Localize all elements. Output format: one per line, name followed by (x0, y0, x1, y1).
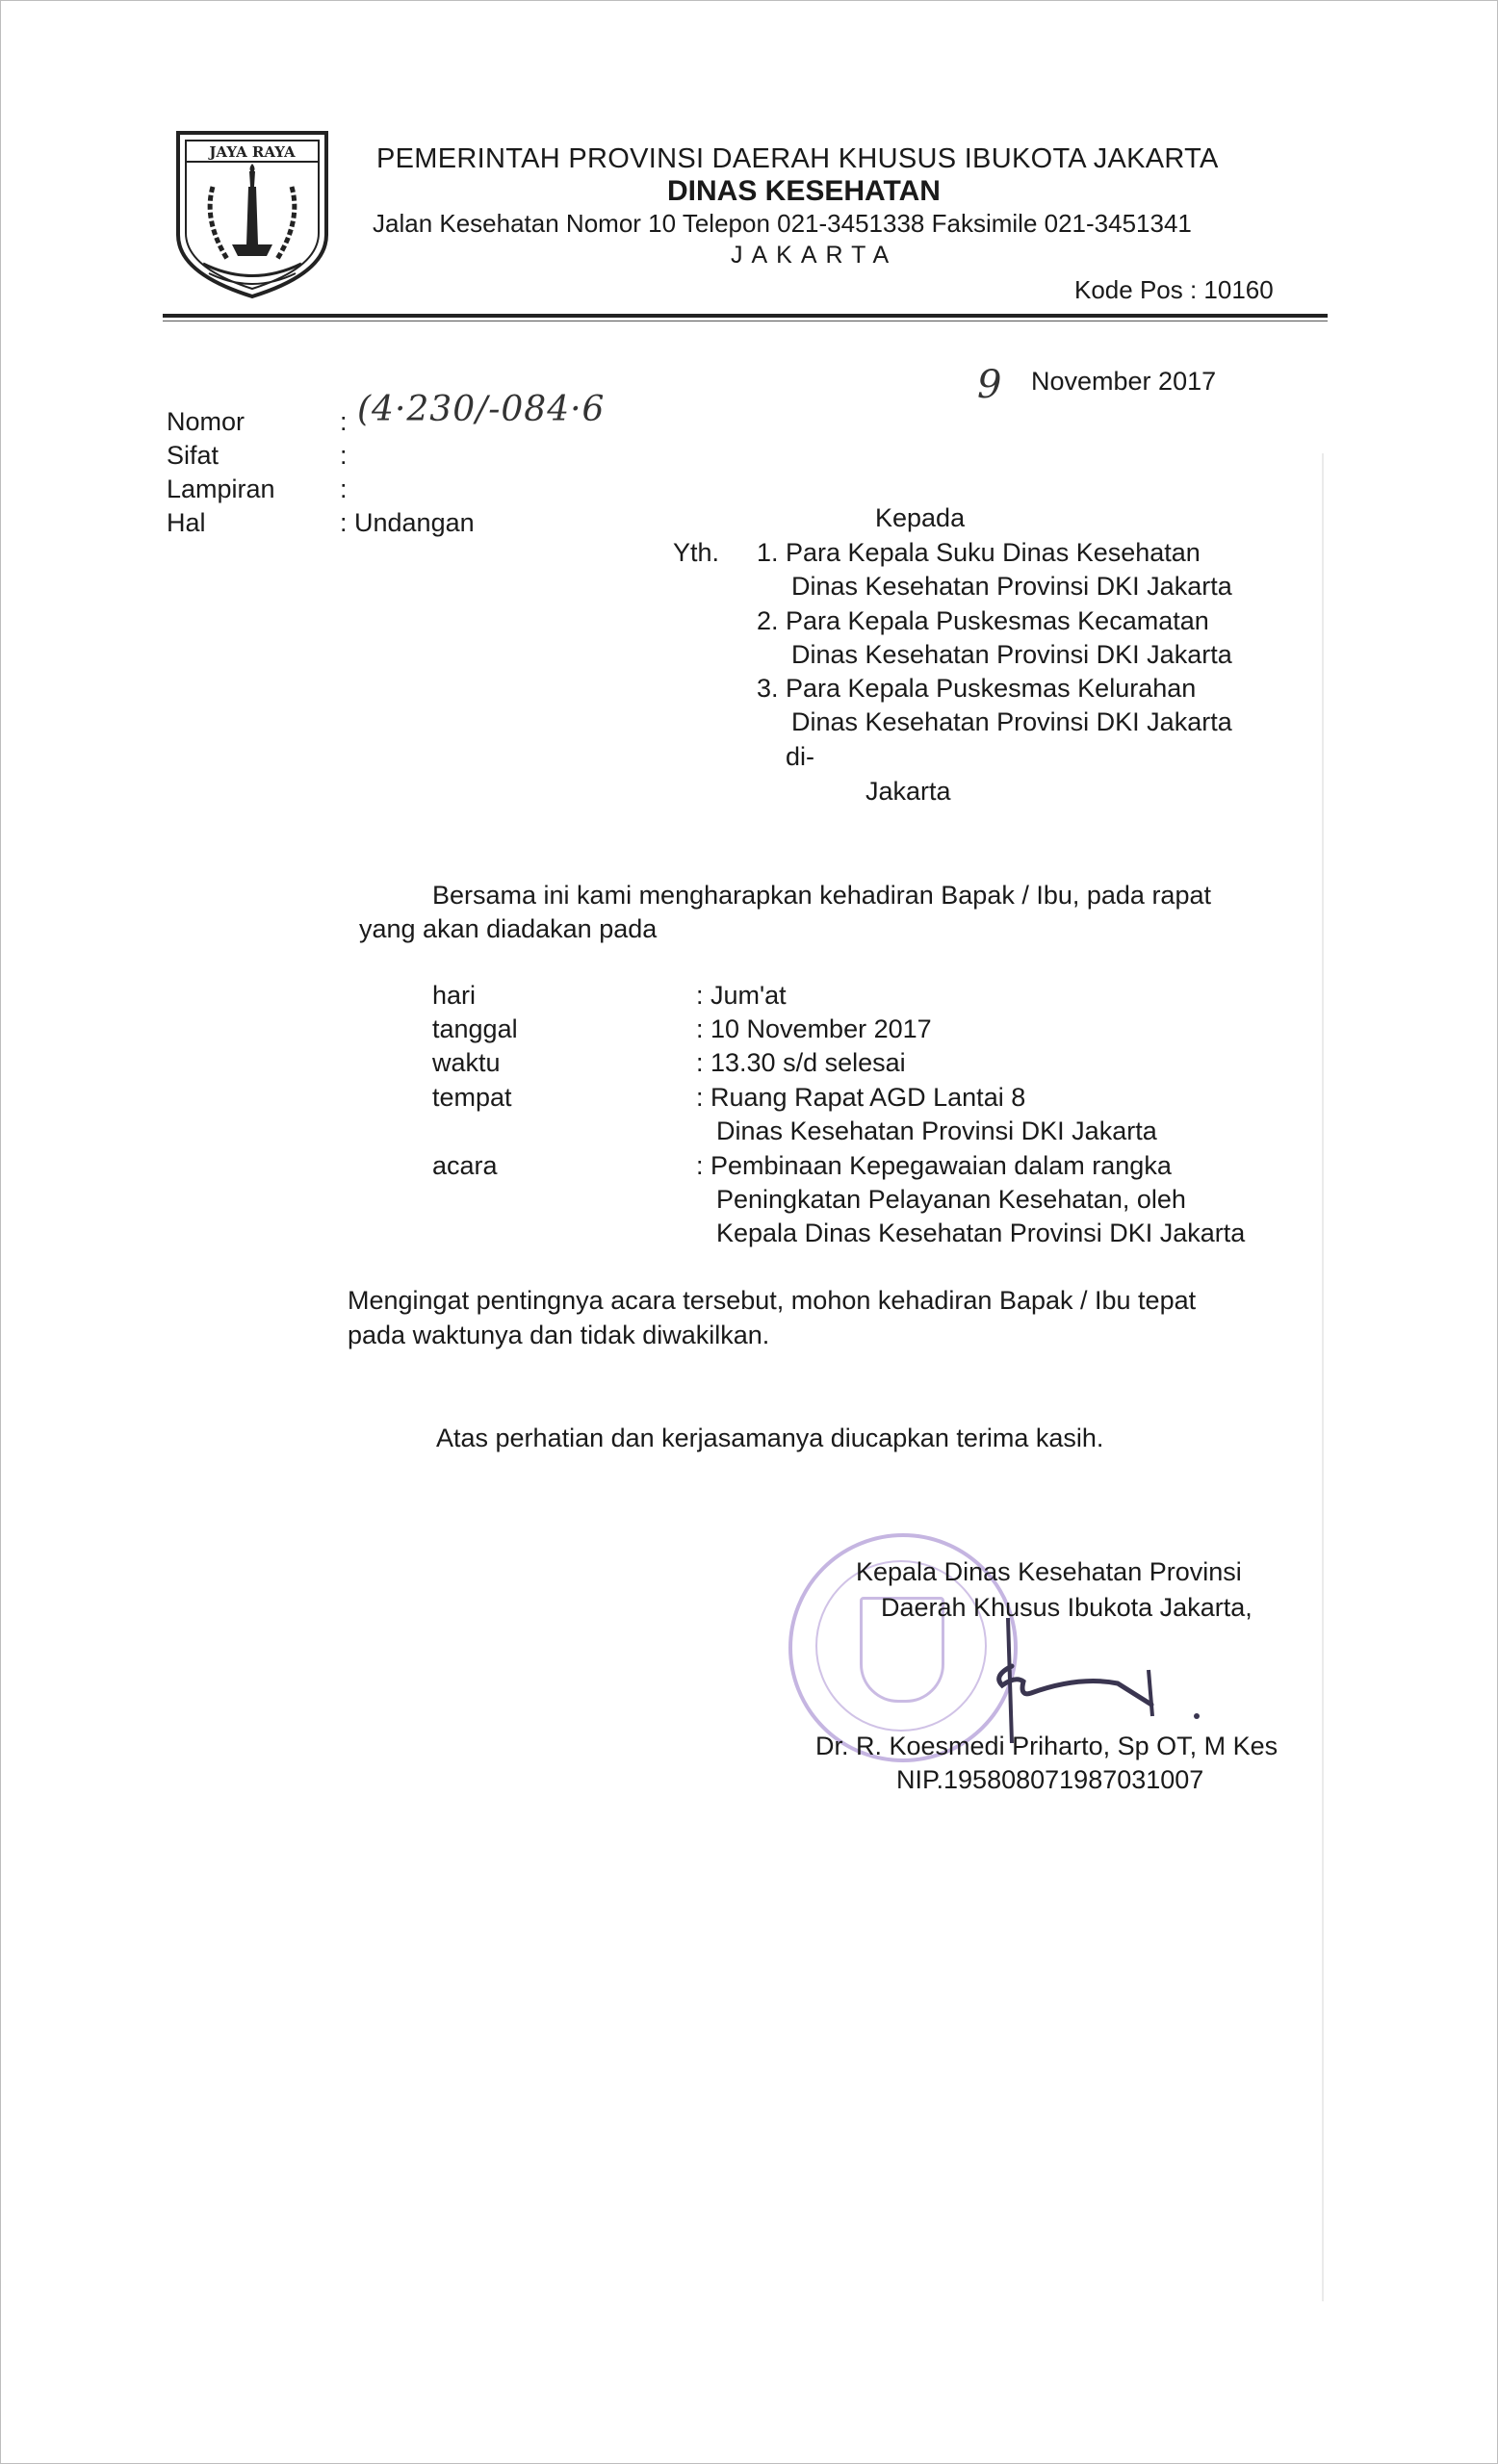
detail-label-acara: acara (432, 1151, 498, 1180)
signatory-name: Dr. R. Koesmedi Priharto, Sp OT, M Kes (815, 1732, 1278, 1760)
nomor-value-handwritten: (4·230/-084·6 (357, 390, 606, 429)
date-day-handwritten: 9 (977, 363, 1002, 407)
thanks-line: Atas perhatian dan kerjasamanya diucapkan terima kasih. (436, 1424, 1104, 1452)
signatory-nip: NIP.195808071987031007 (896, 1765, 1204, 1794)
recipient-1-line2: Dinas Kesehatan Provinsi DKI Jakarta (791, 572, 1232, 601)
sifat-colon: : (340, 441, 348, 470)
detail-value-acara-3: Kepala Dinas Kesehatan Provinsi DKI Jakarta (716, 1219, 1246, 1247)
government-name: PEMERINTAH PROVINSI DAERAH KHUSUS IBUKOTA JAKARTA (376, 143, 1219, 174)
yth-label: Yth. (673, 538, 720, 567)
recipient-di: di- (786, 742, 815, 771)
recipient-1-line1: 1. Para Kepala Suku Dinas Kesehatan (757, 538, 1201, 567)
nomor-colon: : (340, 407, 348, 436)
hal-value: : Undangan (340, 508, 475, 537)
signatory-title-1: Kepala Dinas Kesehatan Provinsi (856, 1557, 1242, 1586)
detail-value-tempat: : Ruang Rapat AGD Lantai 8 (696, 1083, 1026, 1112)
detail-value-tempat-2: Dinas Kesehatan Provinsi DKI Jakarta (716, 1116, 1157, 1145)
detail-value-waktu: : 13.30 s/d selesai (696, 1048, 906, 1077)
header-divider (163, 314, 1328, 318)
agency-address: Jalan Kesehatan Nomor 10 Telepon 021-3451338 Faksimile 021-3451341 (373, 209, 1192, 238)
detail-label-waktu: waktu (432, 1048, 501, 1077)
detail-label-tanggal: tanggal (432, 1014, 518, 1043)
recipient-3-line1: 3. Para Kepala Puskesmas Kelurahan (757, 674, 1197, 703)
kepada-label: Kepada (875, 503, 966, 532)
emblem-text: JAYA RAYA (209, 143, 296, 161)
agency-city: JAKARTA (731, 242, 898, 269)
postal-code: Kode Pos : 10160 (1074, 275, 1274, 304)
recipient-3-line2: Dinas Kesehatan Provinsi DKI Jakarta (791, 707, 1232, 736)
opening-line-2: yang akan diadakan pada (359, 914, 658, 943)
nomor-label: Nomor (167, 407, 245, 436)
jakarta-emblem-icon (174, 129, 330, 300)
detail-value-tanggal: : 10 November 2017 (696, 1014, 932, 1043)
recipient-2-line1: 2. Para Kepala Puskesmas Kecamatan (757, 606, 1209, 635)
detail-label-hari: hari (432, 981, 477, 1010)
signatory-title-2: Daerah Khusus Ibukota Jakarta, (881, 1593, 1253, 1622)
agency-name: DINAS KESEHATAN (667, 175, 941, 207)
hal-label: Hal (167, 508, 206, 537)
recipient-2-line2: Dinas Kesehatan Provinsi DKI Jakarta (791, 640, 1232, 669)
closing-line-1: Mengingat pentingnya acara tersebut, mohon kehadiran Bapak / Ibu tepat (348, 1286, 1197, 1315)
detail-value-hari: : Jum'at (696, 981, 787, 1010)
letter-date: November 2017 (1031, 367, 1217, 396)
detail-value-acara: : Pembinaan Kepegawaian dalam rangka (696, 1151, 1172, 1180)
detail-label-tempat: tempat (432, 1083, 512, 1112)
scan-artifact-line (1322, 453, 1324, 2301)
lampiran-label: Lampiran (167, 475, 275, 503)
opening-line-1: Bersama ini kami mengharapkan kehadiran Bapak / Ibu, pada rapat (432, 881, 1211, 910)
sifat-label: Sifat (167, 441, 220, 470)
detail-value-acara-2: Peningkatan Pelayanan Kesehatan, oleh (716, 1185, 1186, 1214)
closing-line-2: pada waktunya dan tidak diwakilkan. (348, 1321, 770, 1349)
lampiran-colon: : (340, 475, 348, 503)
recipient-place: Jakarta (865, 777, 951, 806)
